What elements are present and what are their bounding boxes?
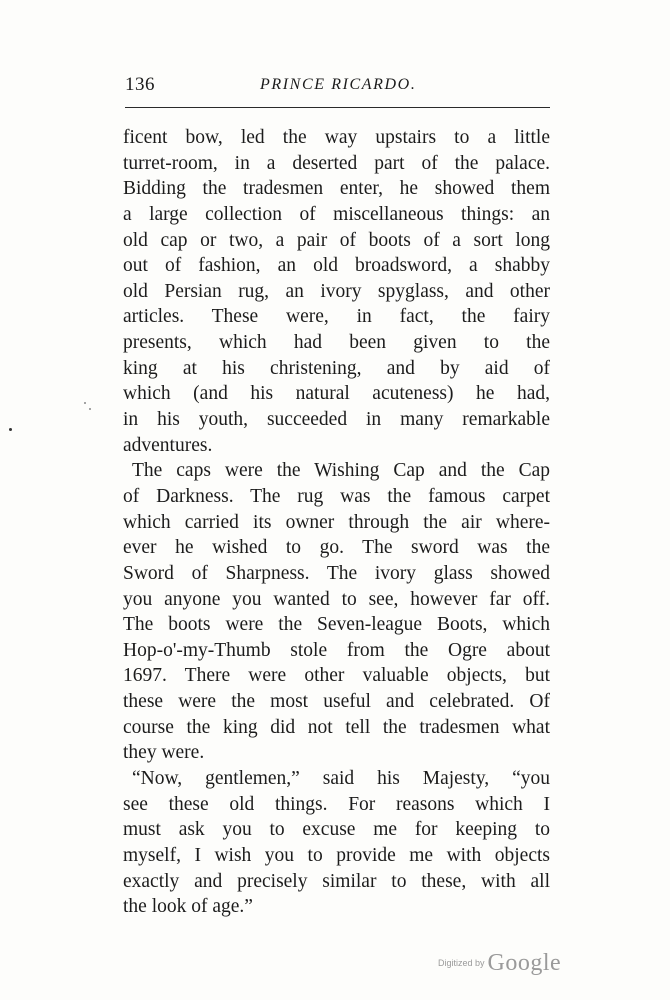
digitized-by-google-watermark [438,950,561,977]
body-text [123,125,550,920]
paper-speck [84,402,86,404]
text-line: ever he wished to go. The sword was the [123,537,550,559]
page-number: 136 [125,74,155,95]
text-line: 1697. There were other valuable objects, but [123,665,550,687]
google-logo: Google [487,950,562,976]
text-line: old Persian rug, an ivory spyglass, and other [123,280,550,302]
text-line: course the king did not tell the tradesmen what [123,716,550,738]
paper-speck [89,408,91,410]
text-line: adventures. [123,434,213,456]
text-line: they were. [123,742,205,764]
text-line: a large collection of miscellaneous things: an [123,203,550,225]
text-line: see these old things. For reasons which I [123,793,550,815]
text-line: ficent bow, led the way upstairs to a little [123,127,550,148]
text-line: Hop-o'-my-Thumb stole from the Ogre about [123,639,550,661]
text-line: The caps were the Wishing Cap and the Cap [132,460,550,482]
text-line: “Now, gentlemen,” said his Majesty, “you [132,768,550,790]
text-line: of Darkness. The rug was the famous carpet [123,485,550,507]
paper-speck [9,428,12,431]
text-line: articles. These were, in fact, the fairy [123,306,550,328]
text-line: which carried its owner through the air where- [123,511,550,533]
text-line: king at his christening, and by aid of [123,357,550,379]
text-line: must ask you to excuse me for keeping to [123,819,550,841]
text-line: these were the most useful and celebrated. Of [123,691,550,713]
text-line: Sword of Sharpness. The ivory glass showed [123,562,550,584]
running-header [125,74,550,104]
text-line: Bidding the tradesmen enter, he showed them [123,178,550,200]
text-line: out of fashion, an old broadsword, a shabby [123,255,550,277]
text-line: which (and his natural acuteness) he had, [123,383,550,405]
text-line: presents, which had been given to the [123,332,550,354]
text-line: the look of age.” [123,896,253,918]
text-line: turret-room, in a deserted part of the palace. [123,152,550,174]
header-rule [125,107,550,108]
text-line: in his youth, succeeded in many remarkable [123,409,550,431]
text-line: old cap or two, a pair of boots of a sort long [123,229,550,251]
watermark-prefix: Digitized by [438,958,485,968]
text-line: exactly and precisely similar to these, with all [123,870,550,892]
running-title: PRINCE RICARDO. [260,76,417,93]
text-line: myself, I wish you to provide me with objects [123,844,550,866]
text-line: The boots were the Seven-league Boots, which [123,614,550,636]
text-line: you anyone you wanted to see, however far off. [123,588,550,610]
